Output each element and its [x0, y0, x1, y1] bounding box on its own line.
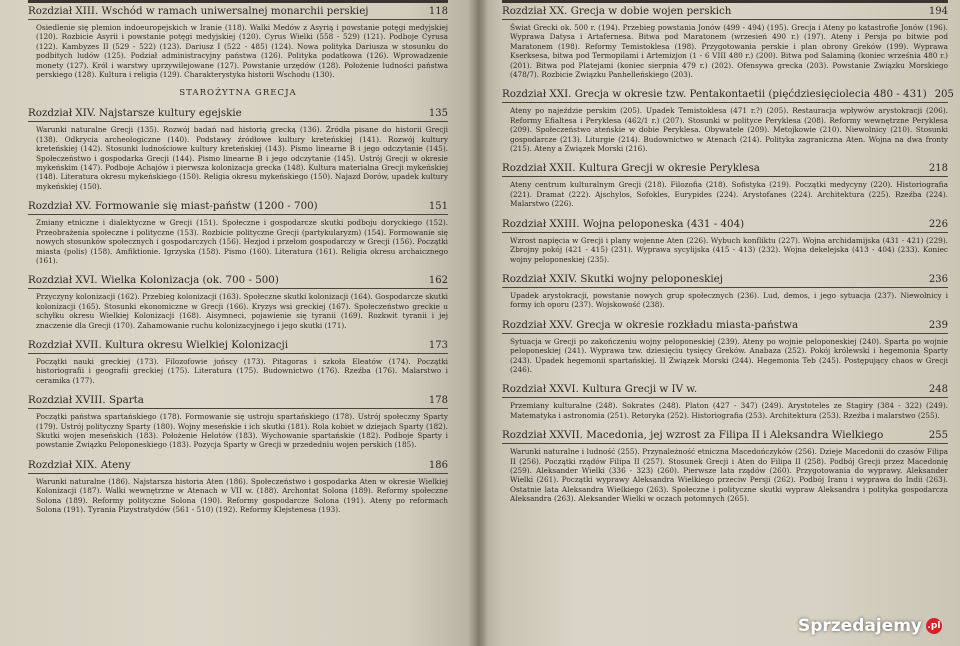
chapter-summary: Osiedlenie się plemion indoeuropejskich w Iranie (118). Walki Medów z Asyrią i powstanie potęgi medyjskiej (120). Rozbicie Asyrii i powstanie potęgi medyjskiej (120). Cyrus Wielki (558 - 529) (121). Podboje Cyrusa (122). Kambyzes II (529 - 522) (123). Dariusz I (522 - 485) (124). Nowa polityka Dariusza w stosunku do podbitych ludów (125). Podział administracyjny państwa (126). Polityka podatkowa (126). Wprowadzenie monety (127). Król i warstwy uprzywilejowane (127). Powstanie urzędów (128). Położenie ludności państwa perskiego (128). Kultura i religia (129). Charakterystyka historii Wschodu (130).	[36, 23, 448, 80]
chapter-summary: Świat Grecki ok. 500 r. (194). Przebieg powstania Jonów (499 - 494) (195). Grecja i Ateny po katastrofie Jonów (196). Wyprawa Datysa i Artafernesa. Bitwa pod Maratonem (wrzesień 490 r.) (197). Ateny i Persja po bitwie pod Maratonem (198). Reformy Temistoklesa (198). Przygotowania perskie i plan obrony Greków (199). Wyprawa Kserksesa, bitwa pod Termopilami i Artemizjon (1 - 6 VIII 480 r.) (200). Bitwa pod Salaminą (koniec września 480 r.) (201). Bitwa pod Platejami (koniec sierpnia 479 r.) (202). Ofensywa grecka (203). Powstanie Związku Morskiego (478/7). Rozbicie Związku Panhelleńskiego (203).	[510, 23, 948, 80]
chapter-page-number: 162	[428, 275, 448, 287]
chapter-heading-row	[28, 200, 448, 215]
chapter-title: Rozdział XIV. Najstarsze kultury egejskie	[28, 107, 242, 120]
chapter-page-number: 255	[928, 430, 948, 442]
chapter-summary: Przyczyny kolonizacji (162). Przebieg kolonizacji (163). Społeczne skutki kolonizacji (164). Gospodarcze skutki kolonizacji (165). Stosunki ekonomiczne w Grecji (166). Kryzys wsi greckiej (167). Społeczeństwo greckie u schyłku okresu Wielkiej Kolonizacji (168). Aisymneci, pojawienie się tyranii (169). Rozkwit tyranii i jej znaczenie dla Grecji (170). Zahamowanie ruchu kolonizacyjnego i jego skutki (171).	[36, 292, 448, 330]
chapter-summary: Ateny po najeździe perskim (205). Upadek Temistoklesa (471 r.?) (205). Restauracja wpływów arystokracji (206). Reformy Efialtesa i Peryklesa (462/1 r.) (207). Stosunki w polityce Peryklesa (208). Reformy wewnętrzne Peryklesa (209). Społeczeństwo ateńskie w dobie Peryklesa. Obywatele (209). Metojkowie (210). Niewolnicy (210). Stosunki gospodarcze (213). Liturgie (214). Budownictwo w Atenach (214). Polityka zagraniczna Aten. Wojna na dwa fronty (215). Ateny a Związek Morski (216).	[510, 106, 948, 154]
chapter-page-number: 226	[928, 218, 948, 230]
chapter-title: Rozdział XIX. Ateny	[28, 458, 131, 471]
chapter-heading-row	[502, 162, 948, 177]
chapter-heading-row	[502, 218, 948, 233]
chapter-entry	[28, 5, 448, 79]
chapter-summary: Ateny centrum kulturalnym Grecji (218). Filozofia (218). Sofistyka (219). Początki medycyny (220). Historiografia (221). Dramat (222). Ajschylos, Sofokles, Eurypides (224). Arystofanes (224). Architektura (225). Rzeźba (224). Malarstwo (226).	[510, 180, 948, 209]
chapter-summary: Wzrost napięcia w Grecji i plany wojenne Aten (226). Wybuch konfliktu (227). Wojna archidamijska (431 - 421) (229). Zbrojny pokój (421 - 415) (231). Wyprawa sycylijska (415 - 413) (232). Wojna dekelejska (413 - 404) (233). Koniec wojny peloponeskiej (235).	[510, 235, 948, 264]
chapter-heading-row	[502, 88, 954, 103]
top-rule	[502, 0, 948, 3]
chapter-title: Rozdział XVI. Wielka Kolonizacja (ok. 700 - 500)	[28, 274, 279, 287]
chapter-entry	[502, 319, 948, 375]
left-chapter-list	[28, 107, 448, 514]
chapter-heading-row	[28, 107, 448, 122]
chapter-summary: Zmiany etniczne i dialektyczne w Grecji (151). Społeczne i gospodarcze skutki podboju doryckiego (152). Przeobrażenia społeczne i polityczne (153). Rozbicie polityczne Grecji (partykularyzm) (154). Formowanie się nowych stosunków społecznych i gospodarczych (156). Hezjod i przełom gospodarczy w Grecji (156). Początki miasta (polis) (158). Amfiktionie. Igrzyska (158). Pismo (160). Literatura (161). Religia okresu archaicznego (161).	[36, 218, 448, 265]
watermark-text: Sprzedajemy	[797, 616, 922, 636]
chapter-entry	[28, 107, 448, 191]
chapter-heading-row	[28, 459, 448, 474]
chapter-title: Rozdział XXV. Grecja w okresie rozkładu miasta-państwa	[502, 318, 799, 331]
chapter-entry	[502, 429, 948, 503]
chapter-title: Rozdział XXIII. Wojna peloponeska (431 - 404)	[502, 217, 745, 230]
chapter-entry	[502, 218, 948, 264]
watermark-pl-badge: .pl	[926, 618, 942, 634]
chapter-page-number: 239	[928, 319, 948, 331]
chapter-title: Rozdział XV. Formowanie się miast-państw (1200 - 700)	[28, 200, 318, 213]
chapter-summary: Początki państwa spartańskiego (178). Formowanie się ustroju spartańskiego (178). Ustrój społeczny Sparty (179). Ustrój polityczny Sparty (180). Wojny meseńskie i ich skutki (181). Rola kobiet w dziejach Sparty (182). Skutki wojen meseńskich (183). Położenie Helotów (183). Wychowanie spartańskie (182). Podboje Sparty i powstanie Związku Peloponeskiego (183). Pozycja Sparty w Grecji w przededniu wojen perskich (185).	[36, 412, 448, 450]
chapter-heading-row	[502, 383, 948, 398]
chapter-title: Rozdział XIII. Wschód w ramach uniwersalnej monarchii perskiej	[28, 5, 369, 17]
chapter-page-number: 205	[934, 89, 954, 101]
right-page	[478, 0, 960, 646]
left-page	[0, 0, 478, 646]
chapter-page-number: 186	[428, 459, 448, 471]
right-chapter-list	[502, 5, 954, 504]
chapter-entry	[502, 273, 948, 310]
chapter-page-number: 118	[428, 6, 448, 17]
chapter-entry	[502, 5, 948, 79]
chapter-page-number: 135	[428, 108, 448, 120]
chapter-entry	[502, 383, 948, 420]
chapter-title: Rozdział XXI. Grecja w okresie tzw. Pentakontaetii (pięćdziesięciolecia 480 - 431)	[502, 88, 927, 101]
chapter-summary: Początki nauki greckiej (173). Filozofowie jońscy (173). Pitagoras i szkoła Eleatów (174). Początki historiografii i geografii greckiej (175). Literatura (175). Budownictwo (176). Rzeźba (176). Malarstwo i ceramika (177).	[36, 356, 448, 385]
chapter-heading-row	[502, 429, 948, 444]
chapter-title: Rozdział XXVII. Macedonia, jej wzrost za Filipa II i Aleksandra Wielkiego	[502, 429, 884, 442]
chapter-entry	[28, 394, 448, 450]
chapter-page-number: 178	[428, 395, 448, 407]
chapter-page-number: 218	[928, 163, 948, 175]
chapter-heading-row	[502, 5, 948, 20]
chapter-entry	[28, 339, 448, 385]
chapter-summary: Upadek arystokracji, powstanie nowych grup społecznych (236). Lud, demos, i jego sytuacja (237). Niewolnicy i formy ich oporu (237). Wojskowość (238).	[510, 290, 948, 310]
chapter-heading-row	[502, 273, 948, 288]
chapter-title: Rozdział XXIV. Skutki wojny peloponeskiej	[502, 272, 723, 285]
chapter-title: Rozdział XX. Grecja w dobie wojen perskich	[502, 5, 732, 17]
section-heading: STAROŻYTNA GRECJA	[179, 88, 297, 99]
chapter-summary: Przemiany kulturalne (248). Sokrates (248). Platon (427 - 347) (249). Arystoteles ze Stagiry (384 - 322) (249). Matematyka i astronomia (251). Retoryka (252). Historiografia (253). Architektura (253). Rzeźba i malarstwo (255).	[510, 401, 948, 420]
chapter-page-number: 194	[928, 6, 948, 17]
chapter-summary: Warunki naturalne (186). Najstarsza historia Aten (186). Społeczeństwo i gospodarka Aten w okresie Wielkiej Kolonizacji (187). Walki wewnętrzne w Atenach w VII w. (188). Archontat Solona (189). Reformy społeczne Solona (189). Reformy polityczne Solona (190). Reformy gospodarcze Solona (191). Ateny po reformach Solona (191). Tyrania Pizystratydów (561 - 510) (192). Reformy Klejstenesa (193).	[36, 476, 448, 514]
chapter-entry	[28, 200, 448, 265]
chapter-page-number: 173	[428, 339, 448, 351]
chapter-entry	[28, 459, 448, 515]
chapter-summary: Warunki naturalne i ludność (255). Przynależność etniczna Macedończyków (256). Dzieje Macedonii do czasów Filipa II (256). Początki rządów Filipa II (257). Stosunek Grecji i Aten do Filipa II (258). Podbój Grecji przez Macedonię (259). Aleksander Wielki (336 - 323) (260). Pierwsze lata rządów (260). Przygotowania do wyprawy. Aleksander Wielki (261). Początki wyprawy Aleksandra Wielkiego przeciw Persji (262). Podbój Iranu i wyprawa do Indii (263). Ostatnie lata Aleksandra Wielkiego (263). Społeczne i polityczne skutki wypraw Aleksandra i polityka gospodarcza Aleksandra (263). Aleksander Wielki w oczach potomnych (265).	[510, 447, 948, 504]
chapter-title: Rozdział XVIII. Sparta	[28, 394, 144, 407]
chapter-title: Rozdział XVII. Kultura okresu Wielkiej Kolonizacji	[28, 338, 289, 351]
chapter-heading-row	[28, 394, 448, 409]
chapter-heading-row	[28, 339, 448, 354]
chapter-entry	[502, 162, 948, 208]
chapter-title: Rozdział XXII. Kultura Grecji w okresie Peryklesa	[502, 162, 760, 175]
chapter-summary: Warunki naturalne Grecji (135). Rozwój badań nad historią grecką (136). Źródła pisane do historii Grecji (138). Odkrycia archeologiczne (140). Podstawy źródłowe kultury kreteńskiej (141). Rozwój kultury kreteńskiej (142). Stosunki ludnościowe kultury kreteńskiej (143). Pismo linearne B i jego odczytanie (145). Społeczeństwo i gospodarka Grecji (144). Pismo linearne B i jego odczytanie (145). Ustrój Grecji w okresie mykeńskim (147). Podboje Achajów i pierwsza kolonizacja grecka (148). Kultura materialna Grecji mykeńskiej (148). Literatura okresu mykeńskiego (150). Religia okresu mykeńskiego (150). Najazd Dorów, upadek kultury mykeńskiej (150).	[36, 125, 448, 191]
chapter-heading-row	[28, 274, 448, 289]
left-chapters-before	[28, 5, 448, 79]
chapter-heading-row	[502, 319, 948, 334]
chapter-entry	[502, 88, 954, 154]
chapter-heading-row	[28, 5, 448, 20]
chapter-page-number: 248	[928, 384, 948, 396]
chapter-page-number: 151	[428, 201, 448, 213]
chapter-title: Rozdział XXVI. Kultura Grecji w IV w.	[502, 383, 698, 396]
chapter-entry	[28, 274, 448, 330]
top-rule	[28, 0, 448, 3]
chapter-summary: Sytuacja w Grecji po zakończeniu wojny peloponeskiej (239). Ateny po wojnie peloponeskiej (240). Sparta po wojnie peloponeskiej (241). Wyprawa tzw. dziesięciu tysięcy Greków. Anabaza (252). Pokój królewski i hegemonia Sparty (243). Upadek hegemonii spartańskiej. II Związek Morski (244). Hegemonia Teb (245). Postępujący chaos w Grecji (246).	[510, 336, 948, 374]
sprzedajemy-watermark	[798, 616, 942, 636]
chapter-page-number: 236	[928, 273, 948, 285]
